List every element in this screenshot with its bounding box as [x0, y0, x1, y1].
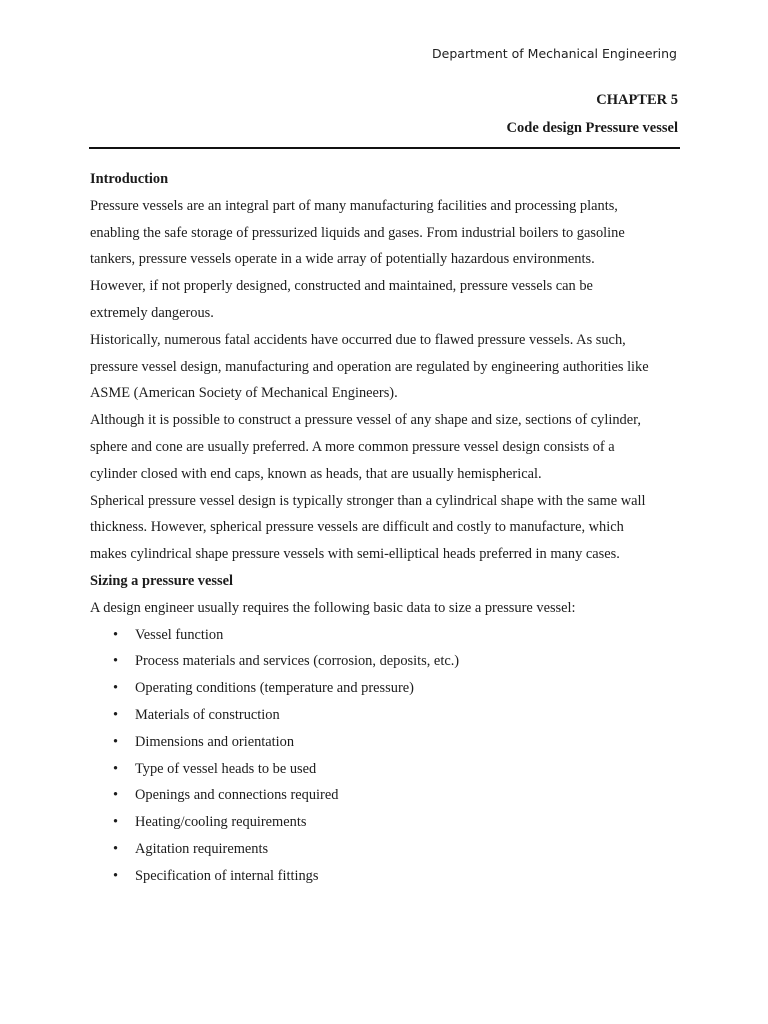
text-line: thickness. However, spherical pressure vessels are difficult and costly to manufacture, which	[90, 519, 624, 536]
list-item: • Materials of construction	[90, 702, 690, 729]
list-item: • Type of vessel heads to be used	[90, 756, 690, 783]
list-item: • Dimensions and orientation	[90, 729, 690, 756]
header-divider	[89, 147, 680, 149]
chapter-title: Code design Pressure vessel	[506, 120, 678, 136]
text-line: extremely dangerous.	[90, 304, 214, 321]
intro-paragraph-2	[90, 327, 690, 407]
intro-paragraph-1	[90, 193, 690, 327]
text-line: A design engineer usually requires the following basic data to size a pressure vessel:	[90, 599, 576, 616]
text-line: pressure vessel design, manufacturing and operation are regulated by engineering authorities like	[90, 358, 649, 375]
list-item: • Openings and connections required	[90, 782, 690, 809]
department-header: Department of Mechanical Engineering	[432, 46, 677, 61]
text-line: sphere and cone are usually preferred. A more common pressure vessel design consists of a	[90, 438, 615, 455]
intro-paragraph-4	[90, 488, 690, 568]
text-line: Spherical pressure vessel design is typically stronger than a cylindrical shape with the same wall	[90, 492, 646, 509]
list-item: • Agitation requirements	[90, 836, 690, 863]
list-item: • Specification of internal fittings	[90, 863, 690, 890]
text-line: tankers, pressure vessels operate in a wide array of potentially hazardous environments.	[90, 251, 595, 268]
sizing-intro	[90, 595, 690, 622]
list-item: • Vessel function	[90, 622, 690, 649]
text-line: cylinder closed with end caps, known as heads, that are usually hemispherical.	[90, 465, 542, 482]
document-body	[90, 166, 690, 890]
text-line: Although it is possible to construct a pressure vessel of any shape and size, sections of cylinder,	[90, 412, 641, 429]
text-line: makes cylindrical shape pressure vessels with semi-elliptical heads preferred in many cases.	[90, 546, 620, 563]
list-item: • Operating conditions (temperature and pressure)	[90, 675, 690, 702]
text-line: ASME (American Society of Mechanical Engineers).	[90, 385, 398, 402]
text-line: Historically, numerous fatal accidents have occurred due to flawed pressure vessels. As such,	[90, 331, 626, 348]
text-line: However, if not properly designed, constructed and maintained, pressure vessels can be	[90, 278, 593, 295]
requirements-list	[90, 622, 690, 890]
chapter-number: CHAPTER 5	[596, 92, 678, 108]
introduction-heading: Introduction	[90, 171, 169, 187]
text-line: Pressure vessels are an integral part of many manufacturing facilities and processing plants,	[90, 197, 618, 214]
text-line: enabling the safe storage of pressurized liquids and gases. From industrial boilers to gasoline	[90, 224, 625, 241]
intro-paragraph-3	[90, 407, 690, 487]
sizing-heading: Sizing a pressure vessel	[90, 572, 233, 589]
list-item: • Process materials and services (corrosion, deposits, etc.)	[90, 648, 690, 675]
list-item: • Heating/cooling requirements	[90, 809, 690, 836]
